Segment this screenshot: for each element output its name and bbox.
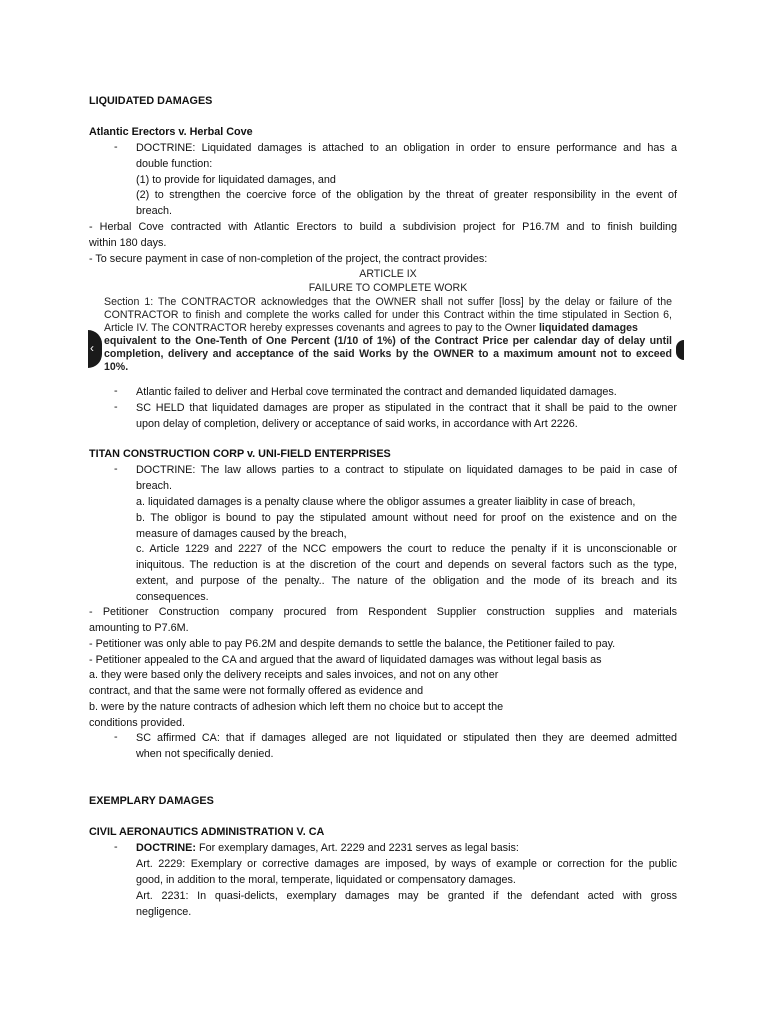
doctrine-line: breach. — [136, 205, 173, 217]
section-line-text: Article IV. The CONTRACTOR hereby expresses covenants and agrees to pay to the Owner — [104, 322, 536, 334]
next-page-button[interactable] — [676, 340, 684, 360]
doctrine-line: DOCTRINE: The law allows parties to a contract to stipulate on liquidated damages to be paid in case of — [136, 464, 677, 476]
fact-line: within 180 days. — [89, 237, 167, 249]
held-line: SC affirmed CA: that if damages alleged are not liquidated or stipulated then they are deemed admitted — [136, 732, 677, 744]
case-title-atlantic: Atlantic Erectors v. Herbal Cove — [89, 126, 253, 138]
held-line: when not specifically denied. — [136, 748, 274, 760]
article-line: Art. 2229: Exemplary or corrective damages are imposed, by ways of example or correction for the public — [136, 858, 677, 870]
fact-line: a. they were based only the delivery receipts and sales invoices, and not on any other — [89, 669, 499, 681]
fact-line: - Petitioner Construction company procured from Respondent Supplier construction supplies and materials — [89, 606, 677, 618]
fact-line: - Petitioner was only able to pay P6.2M and despite demands to settle the balance, the Petitioner failed to pay. — [89, 638, 616, 650]
doctrine-line: iniquitous. The reduction is at the discretion of the court and depends on several factors such as the type, — [136, 559, 677, 571]
bullet-dash: - — [114, 463, 118, 475]
article-line: Art. 2231: In quasi-delicts, exemplary damages may be granted if the defendant acted with gross — [136, 890, 677, 902]
heading-liquidated-damages: LIQUIDATED DAMAGES — [89, 95, 213, 107]
bullet-dash: - — [114, 841, 118, 853]
fact-line: conditions provided. — [89, 717, 186, 729]
article-line: good, in addition to the moral, temperate, liquidated or compensatory damages. — [136, 874, 516, 886]
article-subtitle: FAILURE TO COMPLETE WORK — [308, 282, 468, 294]
held-line: upon delay of completion, delivery or acceptance of said works, in accordance with Art 2226. — [136, 418, 578, 430]
article-line: negligence. — [136, 906, 192, 918]
fact-line: - Herbal Cove contracted with Atlantic Erectors to build a subdivision project for P16.7M and to finish building — [89, 221, 677, 233]
doctrine-line: measure of damages caused by the breach, — [136, 528, 347, 540]
doctrine-line: b. The obligor is bound to pay the stipulated amount without need for proof on the existence and on the — [136, 512, 677, 524]
chevron-left-icon: ‹ — [90, 341, 94, 355]
case-title-civil-aeronautics: CIVIL AERONAUTICS ADMINISTRATION V. CA — [89, 826, 325, 838]
doctrine-line: (1) to provide for liquidated damages, and — [136, 174, 336, 186]
doctrine-line: a. liquidated damages is a penalty clause where the obligor assumes a greater liaiblity in case of breach, — [136, 496, 636, 508]
doctrine-line: breach. — [136, 480, 173, 492]
doctrine-line: DOCTRINE: Liquidated damages is attached to an obligation in order to ensure performance and has a — [136, 142, 677, 154]
section-bold-line: 10%. — [104, 361, 129, 373]
bullet-dash: - — [114, 141, 118, 153]
doctrine-label: DOCTRINE: — [136, 842, 196, 854]
section-bold-text: liquidated damages — [538, 322, 638, 334]
article-title: ARTICLE IX — [359, 268, 417, 280]
doctrine-text: For exemplary damages, Art. 2229 and 2231 serves as legal basis: — [195, 842, 519, 854]
doctrine-line: (2) to strengthen the coercive force of the obligation by the threat of greater responsibility in the event of — [136, 189, 677, 201]
bullet-dash: - — [114, 385, 118, 397]
heading-exemplary-damages: EXEMPLARY DAMAGES — [89, 795, 214, 807]
case-title-titan: TITAN CONSTRUCTION CORP v. UNI-FIELD ENTERPRISES — [89, 448, 391, 460]
previous-page-button[interactable] — [88, 330, 102, 368]
section-bold-line: equivalent to the One-Tenth of One Percent (1/10 of 1%) of the Contract Price per calendar day of delay until — [104, 335, 672, 347]
held-line: SC HELD that liquidated damages are proper as stipulated in the contract that it shall be paid to the owner — [136, 402, 677, 414]
held-line: Atlantic failed to deliver and Herbal cove terminated the contract and demanded liquidated damages. — [136, 386, 617, 398]
section-bold-line: completion, delivery and acceptance of the said Works by the OWNER to a maximum amount not to exceed — [104, 348, 672, 360]
fact-line: amounting to P7.6M. — [89, 622, 189, 634]
fact-line: - To secure payment in case of non-completion of the project, the contract provides: — [89, 253, 488, 265]
doctrine-line: c. Article 1229 and 2227 of the NCC empowers the court to reduce the penalty if it is unconscionable or — [136, 543, 677, 555]
fact-line: - Petitioner appealed to the CA and argued that the award of liquidated damages was without legal basis as — [89, 654, 602, 666]
doctrine-line: extent, and purpose of the penalty.. The nature of the obligation and the mode of its breach and its — [136, 575, 677, 587]
doctrine-line: consequences. — [136, 591, 209, 603]
bullet-dash: - — [114, 731, 118, 743]
section-line: CONTRACTOR to finish and complete the works called for under this Contract within the time stipulated in Section 6, — [104, 309, 672, 321]
doctrine-line — [136, 841, 677, 857]
fact-line: b. were by the nature contracts of adhesion which left them no choice but to accept the — [89, 701, 504, 713]
section-line: Section 1: The CONTRACTOR acknowledges that the OWNER shall not suffer [loss] by the delay or failure of the — [104, 296, 672, 308]
fact-line: contract, and that the same were not formally offered as evidence and — [89, 685, 424, 697]
doctrine-line: double function: — [136, 158, 213, 170]
bullet-dash: - — [114, 401, 118, 413]
section-line — [104, 322, 672, 335]
